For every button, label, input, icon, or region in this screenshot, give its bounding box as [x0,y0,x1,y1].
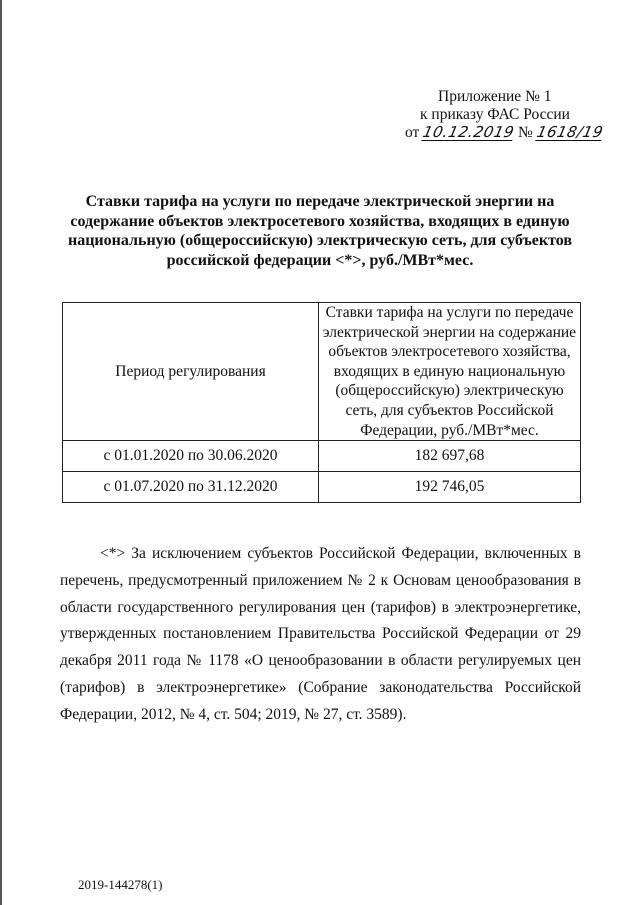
header-rate-line: Федерации, руб./МВт*мес. [360,421,539,439]
header-rate-line: сеть, для субъектов Российской [345,401,554,419]
header-rate-line: входящих в единую национальную [333,362,566,380]
title-line: содержание объектов электросетевого хозяйства, входящих в единую [70,212,570,230]
header-rate-line: (общероссийскую) электрическую [335,382,564,400]
period-cell: с 01.01.2020 по 30.06.2020 [63,441,319,472]
table-row [63,472,581,503]
footnote-line: области государственного регулирования цен (тарифов) в электроэнергетике, [60,598,581,616]
table-row [63,441,581,472]
appendix-number: Приложение № 1 [438,88,552,105]
rate-cell: 192 746,05 [319,472,581,503]
footnote-line: (тарифов) в электроэнергетике» (Собрание законодательства Российской [60,678,581,696]
document-registration-number: 2019-144278(1) [78,877,163,892]
document-title [60,192,580,270]
title-line: Ставки тарифа на услуги по передаче электрической энергии на [85,193,555,210]
handwritten-date: 10.12.2019 [421,123,517,141]
footnote-paragraph [60,541,581,729]
header-rate-line: объектов электросетевого хозяйства, [328,343,571,361]
appendix-order-ref: к приказу ФАС России [420,106,570,123]
footnote-line: утвержденных постановлением Правительства Российской Федерации от 29 [60,625,581,643]
header-rate-line: электрической энергии на содержание [322,323,577,341]
appendix-date-number [405,124,605,142]
rate-cell: 182 697,68 [319,441,581,472]
header-rate-line: Ставки тарифа на услуги по передаче [325,304,574,321]
date-prefix: от [405,124,420,141]
footnote-line: декабря 2011 года № 1178 «О ценообразовании в области регулируемых цен [60,652,581,670]
footnote-line: перечень, предусмотренный приложением № 2 к Основам ценообразования в [60,571,581,589]
table-header-row [63,303,581,441]
header-period: Период регулирования [63,303,319,441]
tariff-table [62,302,581,503]
footnote-line: Федерации, 2012, № 4, ст. 504; 2019, № 27, ст. 3589). [60,705,407,723]
appendix-header [405,88,605,142]
footnote-line: <*> За исключением субъектов Российской Федерации, включенных в [100,545,581,562]
title-line: российской федерации <*>, руб./МВт*мес. [166,251,474,269]
number-prefix: № [517,124,533,141]
page-edge-line [0,0,2,905]
title-line: национальную (общероссийскую) электрическую сеть, для субъектов [67,232,573,249]
handwritten-number: 1618/19 [534,123,605,141]
period-cell: с 01.07.2020 по 31.12.2020 [63,472,319,503]
header-rate [319,303,581,441]
